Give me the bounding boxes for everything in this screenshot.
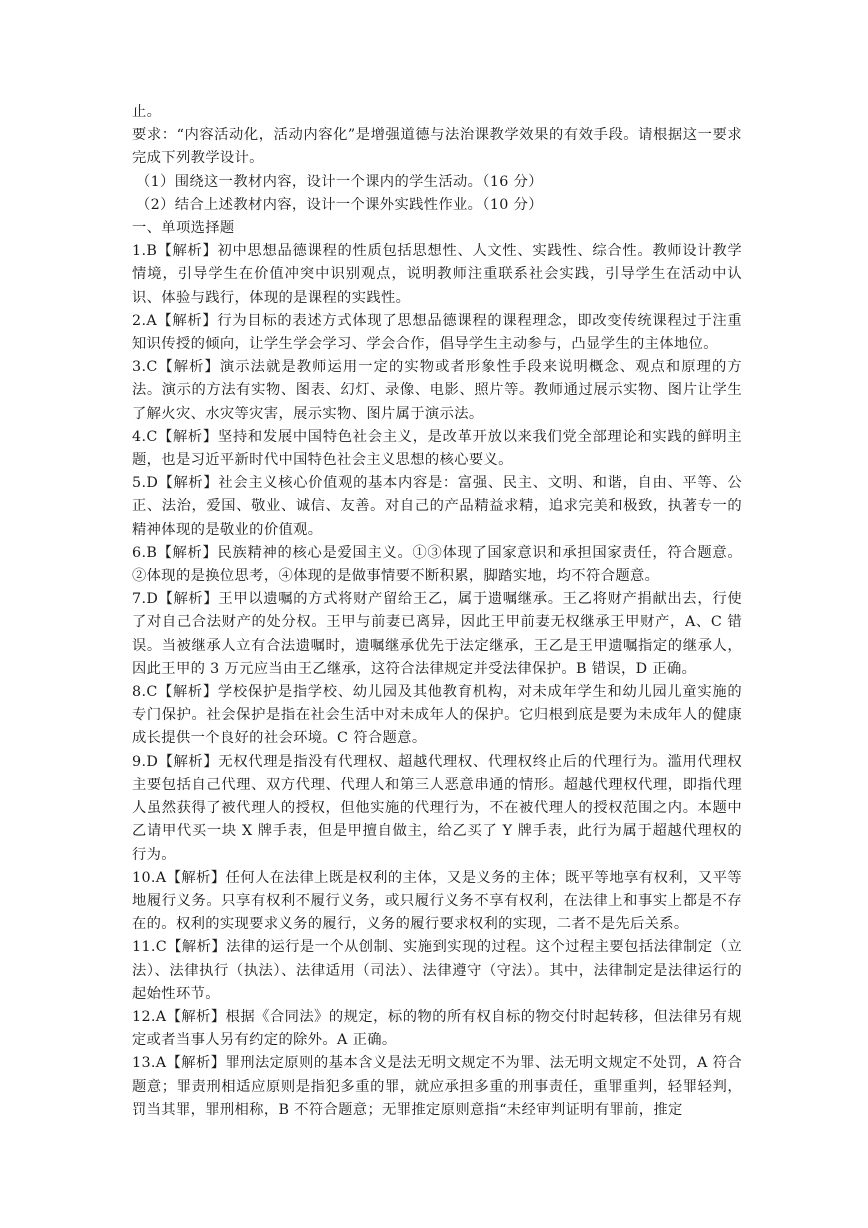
- answer-2: 2.A【解析】行为目标的表述方式体现了思想品德课程的课程理念，即改变传统课程过于注重知识传授的倾向，让学生学会学习、学会合作，倡导学生主动参与，凸显学生的主体地位。: [132, 312, 742, 353]
- answer-10: 10.A【解析】任何人在法律上既是权利的主体，又是义务的主体；既平等地享有权利，又平等地履行义务。只享有权利不履行义务，或只履行义务不享有权利，在法律上和事实上都是不存在的。权利的实现要求义务的履行，义务的履行要求权利的实现，二者不是先后关系。: [132, 869, 742, 933]
- answer-12: 12.A【解析】根据《合同法》的规定，标的物的所有权自标的物交付时起转移，但法律另有规定或者当事人另有约定的除外。A 正确。: [132, 1008, 742, 1049]
- answer-6: 6.B【解析】民族精神的核心是爱国主义。①③体现了国家意识和承担国家责任，符合题意。②体现的是换位思考，④体现的是做事情要不断积累，脚踏实地，均不符合题意。: [132, 544, 742, 585]
- answer-3: 3.C【解析】演示法就是教师运用一定的实物或者形象性手段来说明概念、观点和原理的方法。演示的方法有实物、图表、幻灯、录像、电影、照片等。教师通过展示实物、图片让学生了解火灾、水灾等灾害，展示实物、图片属于演示法。: [132, 359, 742, 422]
- answer-7: 7.D【解析】王甲以遗嘱的方式将财产留给王乙，属于遗嘱继承。王乙将财产捐献出去，行使了对自己合法财产的处分权。王甲与前妻已离异，因此王甲前妻无权继承王甲财产，A、C 错误。当被继承人立有合法遗嘱时，遗嘱继承优先于法定继承，王乙是王甲遗嘱指定的继承人，因此王甲的 3 万元应当由王乙继承，这符合法律规定并受法律保护。B 错误，D 正确。: [132, 591, 742, 677]
- text-fragment-stop: 止。: [132, 104, 162, 120]
- answer-1: 1.B【解析】初中思想品德课程的性质包括思想性、人文性、实践性、综合性。教师设计教学情境，引导学生在价值冲突中识别观点，说明教师注重联系社会实践，引导学生在活动中认识、体验与践行，体现的是课程的实践性。: [132, 243, 742, 306]
- answer-9: 9.D【解析】无权代理是指没有代理权、超越代理权、代理权终止后的代理行为。滥用代理权主要包括自己代理、双方代理、代理人和第三人恶意串通的情形。超越代理权代理，即指代理人虽然获得了被代理人的授权，但他实施的代理行为，不在被代理人的授权范围之内。本题中乙请甲代买一块 X 牌手表，但是甲擅自做主，给乙买了 Y 牌手表，此行为属于超越代理权的行为。: [132, 753, 742, 863]
- answer-11: 11.C【解析】法律的运行是一个从创制、实施到实现的过程。这个过程主要包括法律制定（立法）、法律执行（执法）、法律适用（司法）、法律遵守（守法）。其中，法律制定是法律运行的起始性环节。: [132, 939, 742, 1002]
- answer-8: 8.C【解析】学校保护是指学校、幼儿园及其他教育机构，对未成年学生和幼儿园儿童实施的专门保护。社会保护是指在社会生活中对未成年人的保护。它归根到底是要为未成年人的健康成长提供一个良好的社会环境。C 符合题意。: [132, 684, 742, 747]
- section-heading-single-choice: 一、单项选择题: [132, 220, 235, 237]
- task-item-1: （1）围绕这一教材内容，设计一个课内的学生活动。（16 分）: [136, 173, 543, 190]
- task-item-2: （2）结合上述教材内容，设计一个课外实践性作业。（10 分）: [136, 196, 543, 213]
- document-body: [132, 101, 742, 1122]
- answer-4: 4.C【解析】坚持和发展中国特色社会主义，是改革开放以来我们党全部理论和实践的鲜明主题，也是习近平新时代中国特色社会主义思想的核心要义。: [132, 428, 742, 469]
- requirement-paragraph: 要求：“内容活动化，活动内容化”是增强道德与法治课教学效果的有效手段。请根据这一要求完成下列教学设计。: [132, 127, 742, 167]
- answer-13: 13.A【解析】罪刑法定原则的基本含义是法无明文规定不为罪、法无明文规定不处罚，A 符合题意；罪责刑相适应原则是指犯多重的罪，就应承担多重的刑事责任，重罪重判，轻罪轻判，罚当其罪，罪刑相称，B 不符合题意；无罪推定原则意指“未经审判证明有罪前，推定: [132, 1055, 742, 1118]
- answer-5: 5.D【解析】社会主义核心价值观的基本内容是：富强、民主、文明、和谐，自由、平等、公正、法治，爱国、敬业、诚信、友善。对自己的产品精益求精，追求完美和极致，执著专一的精神体现的是敬业的价值观。: [132, 475, 742, 538]
